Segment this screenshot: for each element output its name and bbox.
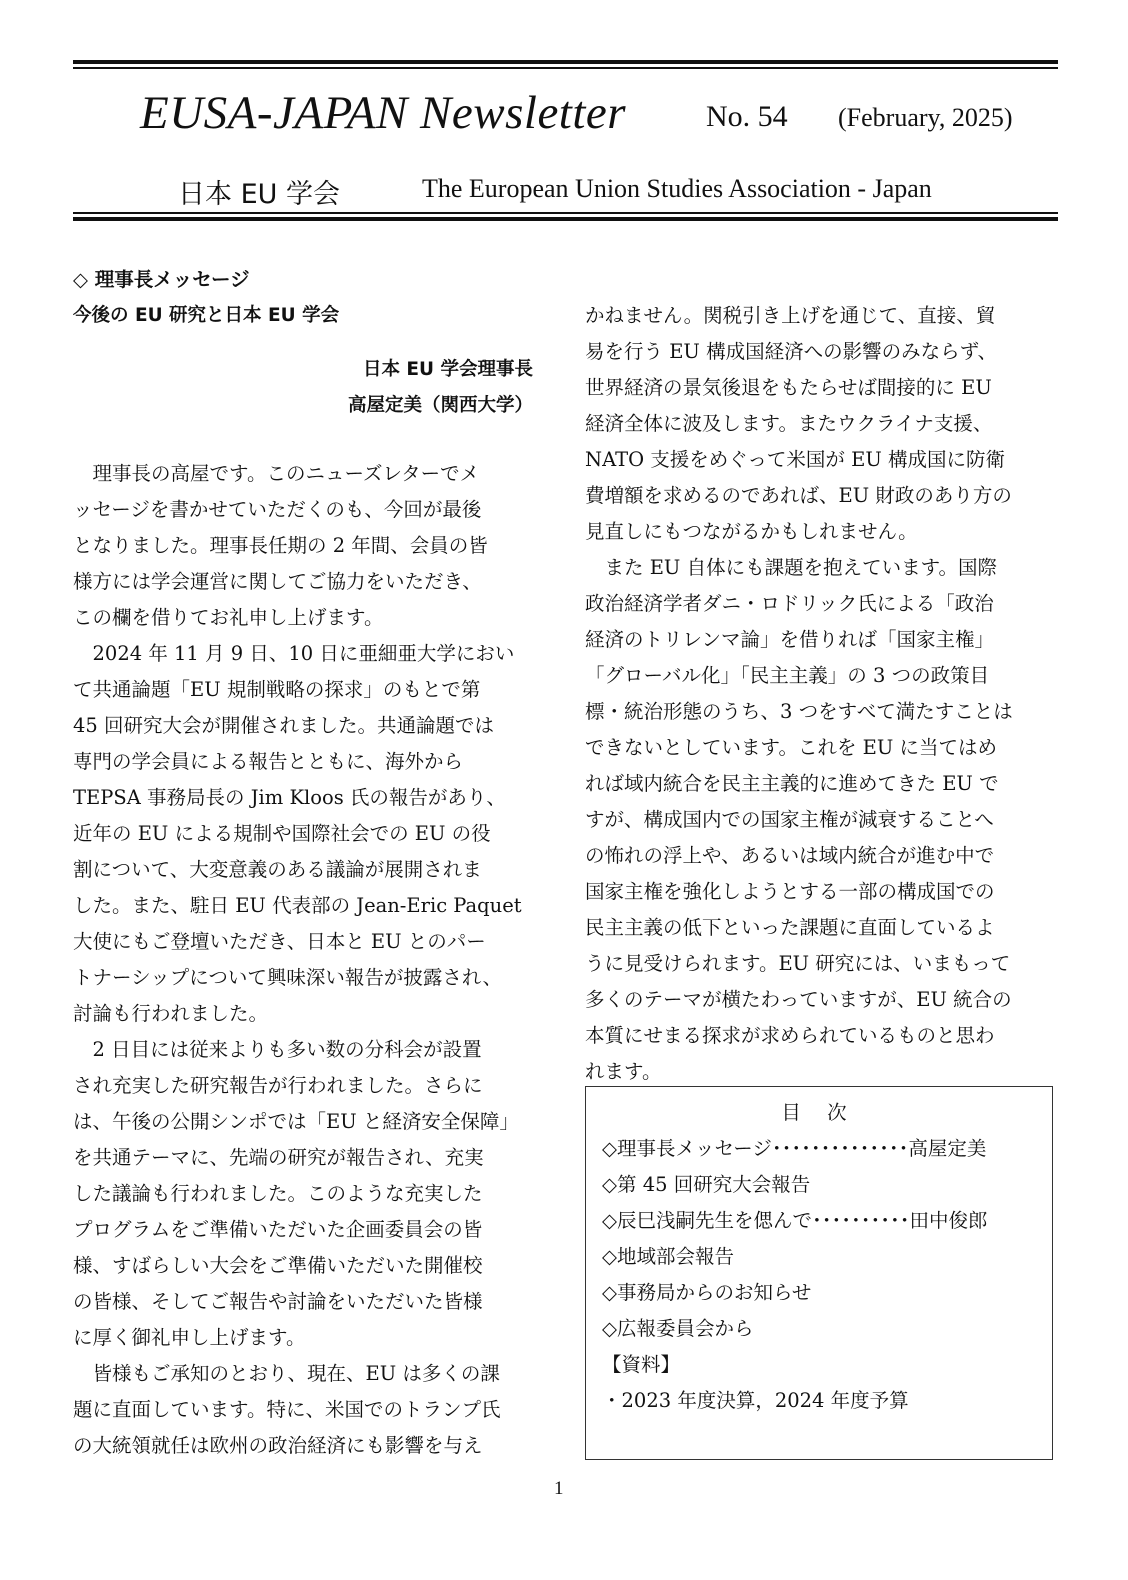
toc-item: ◇広報委員会から [602, 1317, 754, 1340]
body-line: 標・統治形態のうち、3 つをすべて満たすことは [585, 700, 1013, 723]
society-name-english: The European Union Studies Association - Japan [422, 174, 932, 203]
toc-item: 【資料】 [602, 1353, 681, 1376]
body-line: 大使にもご登壇いただき、日本と EU とのパー [73, 930, 486, 953]
society-name-japanese: 日本 EU 学会 [178, 179, 340, 210]
body-line: TEPSA 事務局長の Jim Kloos 氏の報告があり、 [73, 786, 506, 809]
body-line: 割について、大変意義のある議論が展開されま [73, 858, 482, 881]
body-line: 討論も行われました。 [73, 1002, 269, 1025]
body-line: した議論も行われました。このような充実した [73, 1182, 483, 1205]
body-line: 専門の学会員による報告とともに、海外から [73, 750, 464, 773]
body-line: 見直しにもつながるかもしれません。 [585, 520, 918, 543]
body-line: 費増額を求めるのであれば、EU 財政のあり方の [585, 484, 1012, 507]
body-line: できないとしています。これを EU に当てはめ [585, 736, 998, 759]
article-title: 今後の EU 研究と日本 EU 学会 [73, 305, 340, 326]
author-role: 日本 EU 学会理事長 [362, 359, 533, 380]
body-line: の怖れの浮上や、あるいは域内統合が進む中で [585, 844, 995, 867]
body-line: 易を行う EU 構成国経済への影響のみならず、 [585, 340, 998, 363]
spacer [73, 334, 553, 352]
body-line: れば域内統合を民主主義的に進めてきた EU で [585, 772, 999, 795]
article-body-right [585, 298, 1055, 1090]
body-line: かねません。関税引き上げを通じて、直接、貿 [585, 304, 996, 327]
toc-title: 目 次 [781, 1101, 857, 1124]
body-line: この欄を借りてお礼申し上げます。 [73, 606, 384, 629]
article-body-left [73, 456, 553, 1464]
author-name: 高屋定美（関西大学） [347, 395, 533, 416]
body-line: され充実した研究報告が行われました。さらに [73, 1074, 483, 1097]
body-line: の皆様、そしてご報告や討論をいただいた皆様 [73, 1290, 483, 1313]
body-line: トナーシップについて興味深い報告が披露され、 [73, 966, 503, 989]
toc-item: ・2023 年度決算，2024 年度予算 [602, 1389, 909, 1412]
body-line: 「グローバル化」「民主主義」の 3 つの政策目 [585, 664, 990, 687]
body-line: NATO 支援をめぐって米国が EU 構成国に防衛 [585, 448, 1005, 471]
toc-item: ◇地域部会報告 [602, 1245, 734, 1268]
body-line: 世界経済の景気後退をもたらせば間接的に EU [585, 376, 992, 399]
body-line: は、午後の公開シンポでは「EU と経済安全保障」 [73, 1110, 519, 1133]
masthead-top-rule-thick [73, 60, 1058, 64]
toc-list [602, 1131, 1052, 1419]
body-line: 多くのテーマが横たわっていますが、EU 統合の [585, 988, 1012, 1011]
body-line: を共通テーマに、先端の研究が報告され、充実 [73, 1146, 484, 1169]
body-line: 国家主権を強化しようとする一部の構成国での [585, 880, 995, 903]
page-number: 1 [554, 1478, 564, 1499]
section-heading: ◇ 理事長メッセージ [73, 268, 250, 291]
body-line: プログラムをご準備いただいた企画委員会の皆 [73, 1218, 483, 1241]
body-line: 近年の EU による規制や国際社会での EU の役 [73, 822, 491, 845]
body-line: 民主主義の低下といった課題に直面しているよ [585, 916, 995, 939]
toc-item: ◇辰巳浅嗣先生を偲んで･･････････田中俊郎 [602, 1209, 988, 1232]
issue-number: No. 54 [706, 100, 788, 133]
body-line: 2 日目には従来よりも多い数の分科会が設置 [73, 1038, 482, 1061]
spacer [73, 424, 553, 456]
body-line: 45 回研究大会が開催されました。共通論題では [73, 714, 495, 737]
body-line: また EU 自体にも課題を抱えています。国際 [585, 556, 998, 579]
masthead-bottom-rule-thin [73, 212, 1058, 214]
body-line: 皆様もご承知のとおり、現在、EU は多くの課 [73, 1362, 500, 1385]
body-line: 様、すばらしい大会をご準備いただいた開催校 [73, 1254, 483, 1277]
body-line: となりました。理事長任期の 2 年間、会員の皆 [73, 534, 488, 557]
body-line: 経済のトリレンマ論」を借りれば「国家主権」 [585, 628, 995, 651]
table-of-contents [585, 1086, 1053, 1460]
article-left-column [73, 262, 553, 1464]
article-right-column [585, 298, 1055, 1090]
body-line: 題に直面しています。特に、米国でのトランプ氏 [73, 1398, 501, 1421]
masthead-top-rule-thin [73, 67, 1058, 69]
body-line: の大統領就任は欧州の政治経済にも影響を与え [73, 1434, 483, 1457]
body-line: した。また、駐日 EU 代表部の Jean-Eric Paquet [73, 894, 522, 917]
toc-item: ◇事務局からのお知らせ [602, 1281, 812, 1304]
body-line: うに見受けられます。EU 研究には、いまもって [585, 952, 1011, 975]
body-line: 経済全体に波及します。またウクライナ支援、 [585, 412, 993, 435]
body-line: に厚く御礼申し上げます。 [73, 1326, 306, 1349]
body-line: すが、構成国内での国家主権が減衰することへ [585, 808, 994, 831]
masthead-bottom-rule-thick [73, 217, 1058, 221]
issue-date: (February, 2025) [838, 103, 1013, 132]
toc-item: ◇第 45 回研究大会報告 [602, 1173, 811, 1196]
newsletter-title: EUSA-JAPAN Newsletter [140, 87, 627, 139]
body-line: 本質にせまる探求が求められているものと思わ [585, 1024, 995, 1047]
body-line: 政治経済学者ダニ・ロドリック氏による「政治 [585, 592, 994, 615]
body-line: れます。 [585, 1060, 662, 1083]
toc-item: ◇理事長メッセージ･･････････････高屋定美 [602, 1137, 987, 1160]
body-line: ッセージを書かせていただくのも、今回が最後 [73, 498, 482, 521]
body-line: て共通論題「EU 規制戦略の探求」のもとで第 [73, 678, 481, 701]
body-line: 2024 年 11 月 9 日、10 日に亜細亜大学におい [73, 642, 515, 665]
body-line: 様方には学会運営に関してご協力をいただき、 [73, 570, 482, 593]
body-line: 理事長の高屋です。このニューズレターでメ [73, 462, 480, 485]
